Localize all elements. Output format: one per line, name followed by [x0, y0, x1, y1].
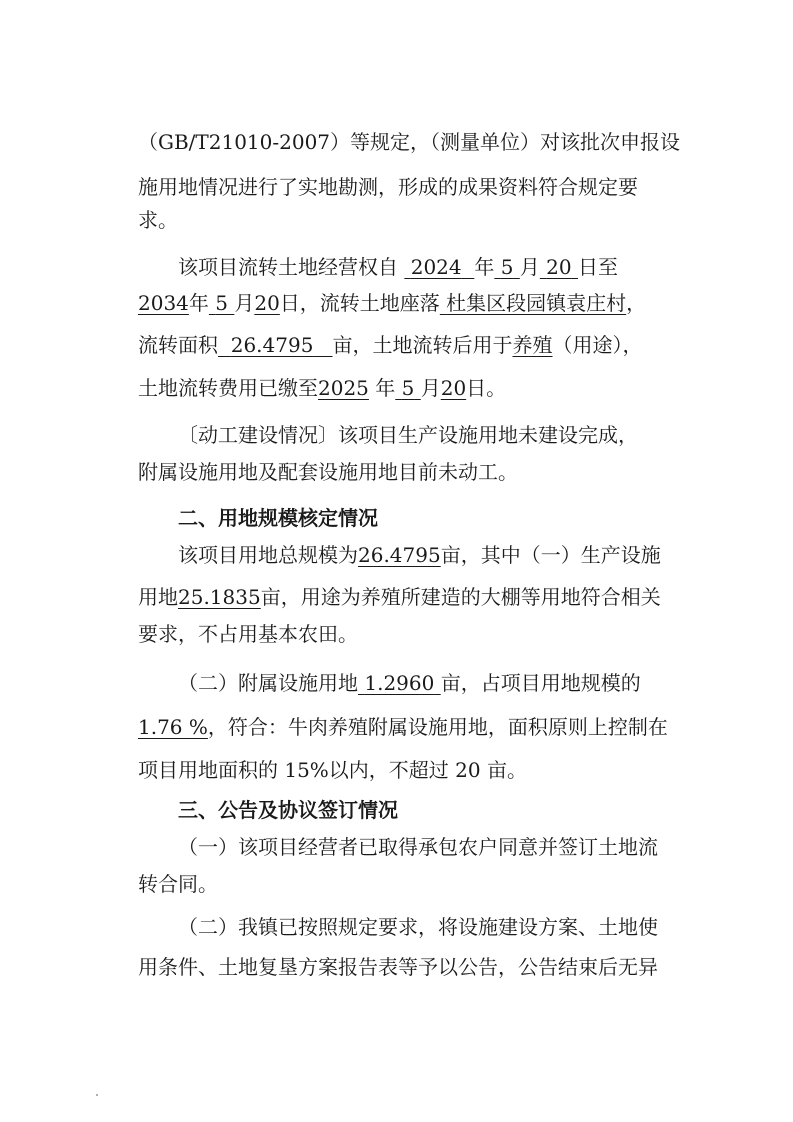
production-area: 25.1835	[178, 585, 261, 609]
label-fee: 土地流转费用已缴至	[138, 376, 318, 400]
label-area: 流转面积	[138, 333, 218, 357]
paragraph-2-line-4	[138, 373, 793, 403]
paragraph-3-line-1: 〔动工建设情况〕该项目生产设施用地未建设完成，	[178, 423, 638, 447]
fee-month: 5	[401, 376, 415, 400]
paragraph-2-line-1	[178, 252, 793, 282]
comma: ，	[626, 291, 647, 315]
label-location: 日，流转土地座落	[279, 291, 440, 315]
label-day-to: 日至	[577, 255, 618, 279]
aux-ratio: 1.76 %	[138, 715, 208, 739]
label-month: 月	[234, 291, 255, 315]
lease-end-month: 5	[215, 291, 228, 315]
section-heading-2: 二、用地规模核定情况	[178, 506, 378, 530]
land-location: 杜集区段园镇袁庄村	[446, 291, 627, 315]
land-label: 用地	[138, 585, 178, 609]
scan-speck	[96, 1094, 98, 1096]
label-year: 年	[474, 255, 495, 279]
lease-end-year: 2034	[138, 291, 189, 315]
paragraph-2-line-3	[138, 330, 793, 360]
paragraph-3-line-2: 附属设施用地及配套设施用地目前未动工。	[138, 460, 518, 484]
lease-intro: 该项目流转土地经营权自	[178, 255, 398, 279]
land-use: 养殖	[512, 333, 553, 357]
label-year: 年	[375, 376, 396, 400]
paragraph-1-line-3: 求。	[138, 208, 178, 232]
paragraph-1-line-2: 施用地情况进行了实地勘测，形成的成果资料符合规定要	[138, 175, 638, 199]
fee-day: 20	[440, 376, 467, 400]
label-use-suffix: （用途），	[552, 333, 643, 357]
paragraph-5-line-3: 项目用地面积的 15%以内，不超过 20 亩。	[138, 758, 527, 782]
paragraph-6-line-2: 转合同。	[138, 872, 218, 896]
paragraph-7-line-1: （二）我镇已按照规定要求，将设施建设方案、土地使	[178, 915, 658, 939]
aux-label: （二）附属设施用地	[178, 671, 358, 695]
aux-area: 1.2960	[364, 671, 435, 695]
section-heading-3: 三、公告及协议签订情况	[178, 798, 398, 822]
label-month: 月	[420, 376, 441, 400]
paragraph-5-line-2	[138, 712, 793, 742]
lease-area: 26.4795	[230, 333, 314, 357]
lease-start-day: 20	[546, 255, 572, 279]
lease-end-day: 20	[254, 291, 280, 315]
lease-start-year: 2024	[410, 255, 462, 279]
fee-year: 2025	[318, 376, 369, 400]
paragraph-2-line-2	[138, 288, 793, 318]
label-year: 年	[188, 291, 209, 315]
paragraph-4-line-3: 要求，不占用基本农田。	[138, 622, 358, 646]
paragraph-4-line-1	[178, 540, 793, 570]
paragraph-6-line-1: （一）该项目经营者已取得承包农户同意并签订土地流	[178, 835, 658, 859]
production-desc: 亩，用途为养殖所建造的大棚等用地符合相关	[260, 585, 661, 609]
label-day-end: 日。	[466, 376, 507, 400]
paragraph-1-line-1: （GB/T21010-2007）等规定，（测量单位）对该批次申报设	[138, 130, 681, 154]
aux-ratio-label: 亩，占项目用地规模的	[440, 671, 641, 695]
production-label: 亩，其中（一）生产设施	[440, 543, 661, 567]
label-use: 亩，土地流转后用于	[332, 333, 513, 357]
total-scale-label: 该项目用地总规模为	[178, 543, 358, 567]
paragraph-5-line-1	[178, 668, 793, 698]
aux-rule: ，符合：牛肉养殖附属设施用地，面积原则上控制在	[207, 715, 668, 739]
total-scale: 26.4795	[358, 543, 441, 567]
paragraph-4-line-2	[138, 582, 793, 612]
label-month: 月	[519, 255, 540, 279]
lease-start-month: 5	[500, 255, 514, 279]
paragraph-7-line-2: 用条件、土地复垦方案报告表等予以公告，公告结束后无异	[138, 955, 658, 979]
